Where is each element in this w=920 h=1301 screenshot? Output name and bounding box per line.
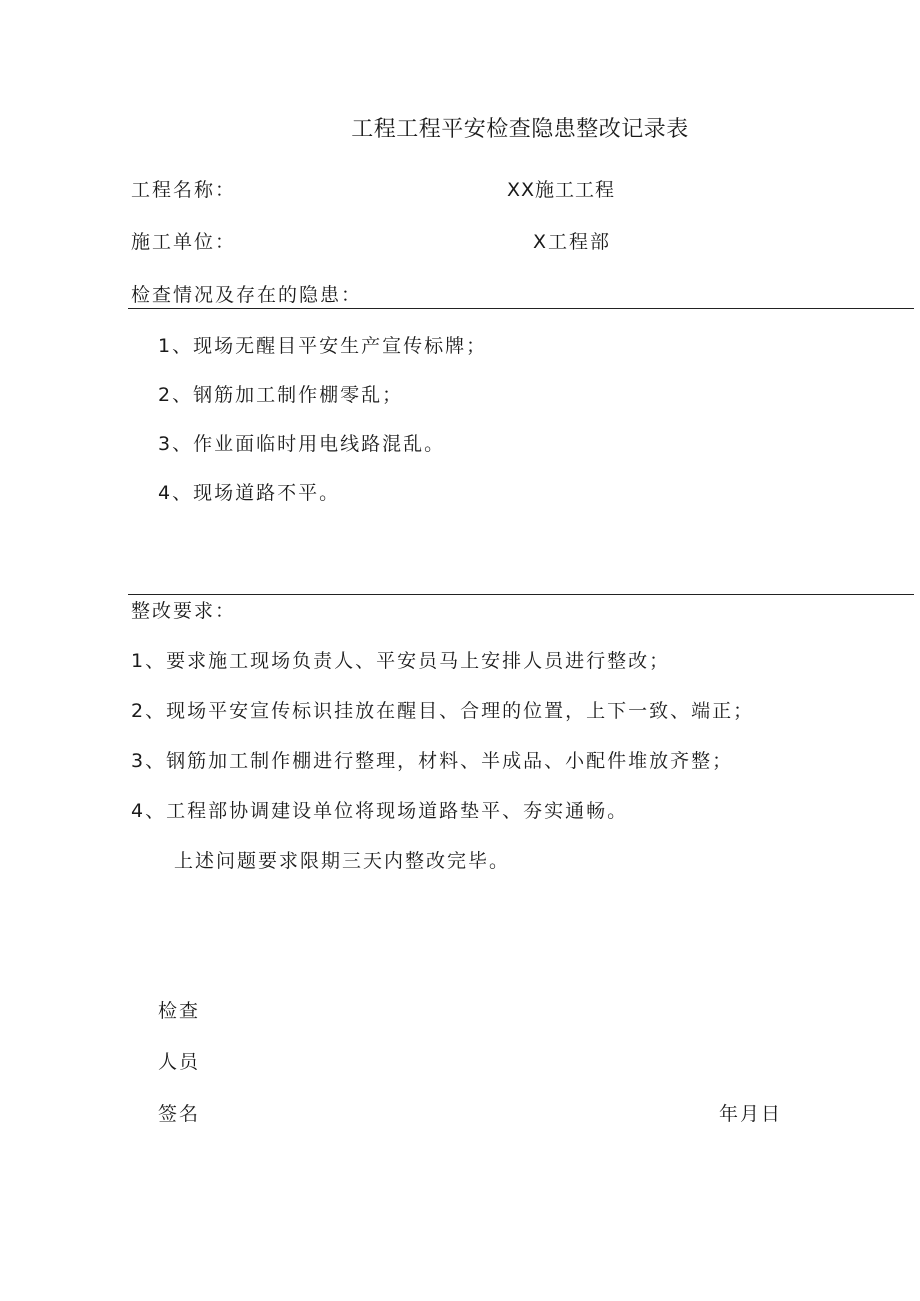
rectification-deadline: 上述问题要求限期三天内整改完毕。 (174, 850, 511, 872)
document-title: 工程工程平安检查隐患整改记录表 (351, 117, 689, 142)
inspection-item: 4、现场道路不平。 (158, 482, 341, 504)
rectification-divider (128, 594, 914, 595)
signature-date: 年月日 (719, 1103, 783, 1125)
project-name-label: 工程名称： (131, 179, 237, 201)
inspection-heading: 检查情况及存在的隐患： (131, 284, 363, 306)
rectification-item: 4、工程部协调建设单位将现场道路垫平、夯实通畅。 (131, 800, 629, 822)
rectification-item: 1、要求施工现场负责人、平安员马上安排人员进行整改； (131, 650, 671, 672)
inspection-divider (128, 308, 914, 309)
rectification-item: 3、钢筋加工制作棚进行整理，材料、半成品、小配件堆放齐整； (131, 750, 734, 772)
construction-unit-value: X工程部 (533, 231, 612, 253)
signature-label-line3: 签名 (158, 1103, 201, 1125)
inspection-item: 3、作业面临时用电线路混乱。 (158, 433, 446, 455)
rectification-heading: 整改要求： (131, 600, 237, 622)
signature-label-line1: 检查 (158, 1000, 201, 1022)
signature-label-line2: 人员 (158, 1051, 201, 1073)
construction-unit-label: 施工单位： (131, 231, 237, 253)
inspection-item: 1、现场无醒目平安生产宣传标牌； (158, 335, 488, 357)
inspection-item: 2、钢筋加工制作棚零乱； (158, 384, 404, 406)
project-name-value: XX施工工程 (507, 179, 616, 201)
rectification-item: 2、现场平安宣传标识挂放在醒目、合理的位置，上下一致、端正； (131, 700, 755, 722)
